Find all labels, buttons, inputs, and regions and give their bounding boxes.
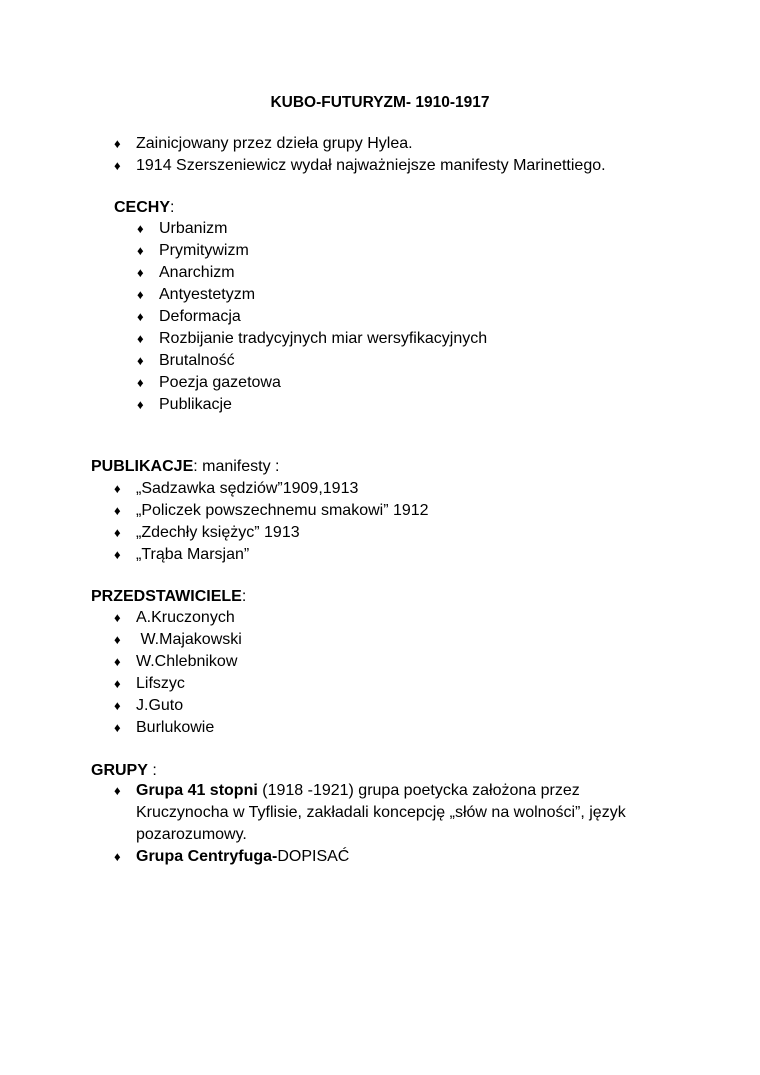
list-item: ♦ A.Kruczonych — [114, 607, 242, 629]
intro-list — [114, 133, 606, 177]
diamond-bullet-icon: ♦ — [137, 353, 144, 368]
diamond-bullet-icon: ♦ — [114, 503, 121, 518]
list-item: ♦ Burlukowie — [114, 717, 242, 739]
diamond-bullet-icon: ♦ — [114, 632, 121, 647]
diamond-bullet-icon: ♦ — [137, 397, 144, 412]
diamond-bullet-icon: ♦ — [114, 481, 121, 496]
list-item: ♦ Poezja gazetowa — [137, 372, 487, 394]
diamond-bullet-icon: ♦ — [114, 547, 121, 562]
diamond-bullet-icon: ♦ — [114, 849, 121, 864]
diamond-bullet-icon: ♦ — [114, 676, 121, 691]
diamond-bullet-icon: ♦ — [114, 158, 121, 173]
diamond-bullet-icon: ♦ — [114, 525, 121, 540]
diamond-bullet-icon: ♦ — [137, 287, 144, 302]
list-item: ♦ Brutalność — [137, 350, 487, 372]
list-item: ♦ Urbanizm — [137, 218, 487, 240]
list-item: ♦ Lifszyc — [114, 673, 242, 695]
list-item: ♦ Grupa Centryfuga-DOPISAĆ — [114, 846, 654, 868]
list-item: ♦ J.Guto — [114, 695, 242, 717]
list-item: ♦ Anarchizm — [137, 262, 487, 284]
list-item: ♦ Grupa 41 stopni (1918 -1921) grupa poetycka założona przez Kruczynocha w Tyflisie, zakładali koncepcję „słów na wolności”, język pozarozumowy. — [114, 782, 626, 843]
cechy-heading: CECHY: — [114, 199, 175, 216]
list-item: ♦ Prymitywizm — [137, 240, 487, 262]
list-item: ♦ W.Majakowski — [114, 629, 242, 651]
list-item: ♦ „Trąba Marsjan” — [114, 544, 429, 566]
diamond-bullet-icon: ♦ — [137, 265, 144, 280]
grupy-heading: GRUPY : — [91, 762, 157, 779]
list-item: ♦ „Zdechły księżyc” 1913 — [114, 522, 429, 544]
list-item: ♦ Zainicjowany przez dzieła grupy Hylea. — [114, 133, 606, 155]
list-item: ♦ 1914 Szerszeniewicz wydał najważniejsze manifesty Marinettiego. — [114, 155, 606, 177]
list-item: ♦ „Policzek powszechnemu smakowi” 1912 — [114, 500, 429, 522]
diamond-bullet-icon: ♦ — [114, 136, 121, 151]
diamond-bullet-icon: ♦ — [137, 243, 144, 258]
diamond-bullet-icon: ♦ — [137, 375, 144, 390]
diamond-bullet-icon: ♦ — [137, 309, 144, 324]
przedstawiciele-heading: PRZEDSTAWICIELE: — [91, 588, 247, 605]
diamond-bullet-icon: ♦ — [114, 654, 121, 669]
diamond-bullet-icon: ♦ — [114, 783, 121, 798]
list-item: ♦ Deformacja — [137, 306, 487, 328]
diamond-bullet-icon: ♦ — [114, 720, 121, 735]
list-item: ♦ Antyestetyzm — [137, 284, 487, 306]
przedstawiciele-list — [114, 607, 242, 739]
list-item: ♦ Rozbijanie tradycyjnych miar wersyfikacyjnych — [137, 328, 487, 350]
cechy-list — [137, 218, 487, 416]
list-item: ♦ „Sadzawka sędziów”1909,1913 — [114, 478, 429, 500]
publikacje-list — [114, 478, 429, 566]
diamond-bullet-icon: ♦ — [137, 331, 144, 346]
page-title: KUBO-FUTURYZM- 1910-1917 — [270, 94, 490, 111]
list-item: ♦ Publikacje — [137, 394, 487, 416]
list-item: ♦ W.Chlebnikow — [114, 651, 242, 673]
diamond-bullet-icon: ♦ — [114, 610, 121, 625]
diamond-bullet-icon: ♦ — [137, 221, 144, 236]
grupy-list — [114, 780, 654, 868]
publikacje-heading: PUBLIKACJE: manifesty : — [91, 458, 280, 475]
diamond-bullet-icon: ♦ — [114, 698, 121, 713]
